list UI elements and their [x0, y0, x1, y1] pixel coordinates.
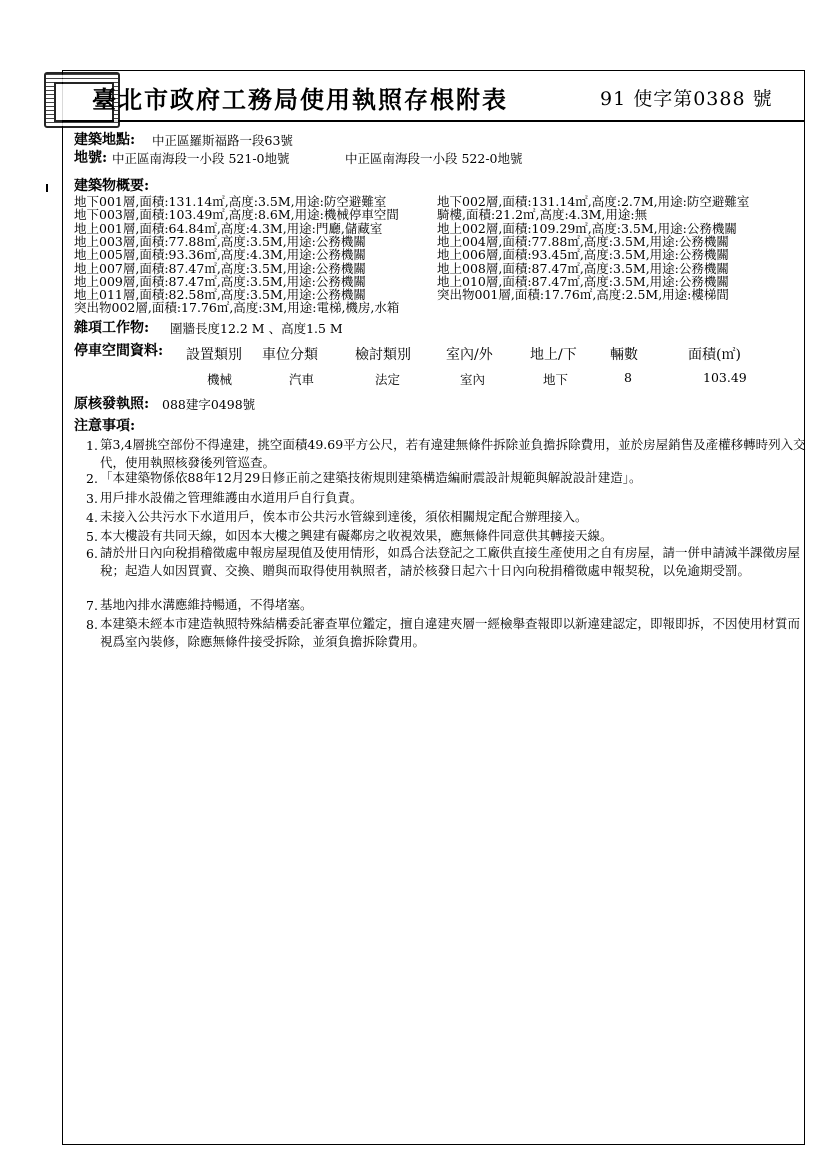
parking-header-count: 輛數 [610, 347, 638, 363]
parking-header-indoor-outdoor: 室內/外 [446, 347, 493, 363]
overview-left-line: 地上001層,面積:64.84㎡,高度:4.3M,用途:門廳,儲藏室 [74, 220, 383, 236]
overview-right-line: 地上010層,面積:87.47㎡,高度:3.5M,用途:公務機關 [437, 273, 729, 289]
overview-left-line: 地下003層,面積:103.49㎡,高度:8.6M,用途:機械停車空間 [74, 207, 399, 223]
overview-left-line: 地上011層,面積:82.58㎡,高度:3.5M,用途:公務機關 [74, 287, 366, 303]
note-text: 未接入公共污水下水道用戶，俟本市公共污水管線到達後，須依相關規定配合辦理接入。 [100, 509, 588, 524]
overview-left-line: 地上007層,面積:87.47㎡,高度:3.5M,用途:公務機關 [74, 260, 366, 276]
lot-label: 地號: [74, 150, 108, 166]
permit-number: 91 使字第0388 號 [600, 88, 773, 110]
note-number: 8. [86, 617, 98, 632]
overview-left-line: 地上009層,面積:87.47㎡,高度:3.5M,用途:公務機關 [74, 273, 366, 289]
note-number: 3. [86, 491, 98, 506]
note-text: 請於卅日內向稅捐稽徵處申報房屋現值及使用情形，如爲合法登記之工廠供直接生產使用之自有房屋，請一併申請減半課徵房屋稅；起造人如因買賣、交換、贈與而取得使用執照者，請於核發日起六十日內向稅捐稽徵處申報契稅，以免逾期受罰。 [100, 545, 801, 578]
overview-left-line: 突出物002層,面積:17.76㎡,高度:3M,用途:電梯,機房,水箱 [74, 300, 400, 316]
parking-value-area: 103.49 [703, 370, 747, 385]
parking-header-category: 設置類別 [186, 347, 242, 363]
note-number: 6. [86, 546, 98, 561]
overview-right-line: 地下002層,面積:131.14㎡,高度:2.7M,用途:防空避難室 [437, 194, 750, 209]
location-value: 中正區羅斯福路一段63號 [152, 133, 293, 148]
note-text: 本大樓設有共同天線，如因本大樓之興建有礙鄰房之收視效果，應無條件同意供其轉接天線。 [100, 528, 613, 543]
note-number: 1. [86, 438, 98, 453]
overview-right-line: 地上002層,面積:109.29㎡,高度:3.5M,用途:公務機關 [437, 220, 737, 236]
parking-value-review-class: 法定 [375, 372, 401, 387]
parking-header-review-class: 檢討類別 [355, 347, 411, 363]
note-text: 本建築未經本市建造執照特殊結構委託審查單位鑑定，擅自違建夾層一經檢舉查報即以新違建認定，即報即拆，不因使用材質而視爲室內裝修，除應無條件接受拆除，並須負擔拆除費用。 [100, 616, 801, 649]
overview-left-line: 地上003層,面積:77.88㎡,高度:3.5M,用途:公務機關 [74, 233, 366, 249]
parking-header-above-below: 地上/下 [530, 347, 577, 363]
overview-left-line: 地上005層,面積:93.36㎡,高度:4.3M,用途:公務機關 [74, 247, 366, 263]
note-number: 4. [86, 510, 98, 525]
overview-label: 建築物概要: [74, 178, 150, 194]
scan-mark [46, 184, 48, 192]
lot-value-1: 中正區南海段一小段 521-0地號 [112, 151, 290, 166]
location-label: 建築地點: [74, 132, 136, 148]
parking-value-above-below: 地下 [543, 372, 569, 387]
parking-header-area: 面積(㎡) [688, 347, 741, 363]
overview-right-line: 地上006層,面積:93.45㎡,高度:3.5M,用途:公務機關 [437, 247, 729, 263]
overview-right-line: 地上008層,面積:87.47㎡,高度:3.5M,用途:公務機關 [437, 260, 729, 276]
overview-right-line: 突出物001層,面積:17.76㎡,高度:2.5M,用途:樓梯間 [437, 287, 729, 303]
parking-header-space-class: 車位分類 [262, 347, 318, 363]
overview-left-line: 地下001層,面積:131.14㎡,高度:3.5M,用途:防空避難室 [74, 194, 387, 209]
note-text: 第3,4層挑空部份不得違建，挑空面積49.69平方公尺，若有違建無條件拆除並負擔拆除費用，並於房屋銷售及產權移轉時列入交代，使用執照核發後列管巡查。 [100, 437, 806, 470]
parking-value-category: 機械 [207, 372, 233, 387]
parking-value-space-class: 汽車 [289, 372, 315, 387]
lot-value-2: 中正區南海段一小段 522-0地號 [345, 151, 523, 166]
original-permit-label: 原核發執照: [74, 396, 150, 412]
note-text: 「本建築物係依88年12月29日修正前之建築技術規則建築構造編耐震設計規範與解說設計建造」。 [100, 470, 642, 485]
document-title: 臺北市政府工務局使用執照存根附表 [92, 85, 508, 114]
note-number: 7. [86, 598, 98, 613]
parking-value-count: 8 [624, 370, 632, 385]
notes-label: 注意事項: [74, 418, 136, 434]
misc-work-label: 雜項工作物: [74, 320, 150, 336]
overview-right-line: 騎樓,面積:21.2㎡,高度:4.3M,用途:無 [437, 207, 648, 223]
note-text: 用戶排水設備之管理維護由水道用戶自行負責。 [100, 490, 363, 505]
note-number: 2. [86, 471, 98, 486]
parking-value-indoor-outdoor: 室內 [460, 372, 486, 387]
overview-right-line: 地上004層,面積:77.88㎡,高度:3.5M,用途:公務機關 [437, 233, 729, 249]
misc-work-value: 圍牆長度12.2 M 、高度1.5 M [170, 321, 343, 336]
note-text: 基地內排水溝應維持暢通，不得堵塞。 [100, 597, 313, 612]
note-number: 5. [86, 529, 98, 544]
original-permit-value: 088建字0498號 [162, 397, 256, 412]
parking-label: 停車空間資料: [74, 343, 164, 359]
